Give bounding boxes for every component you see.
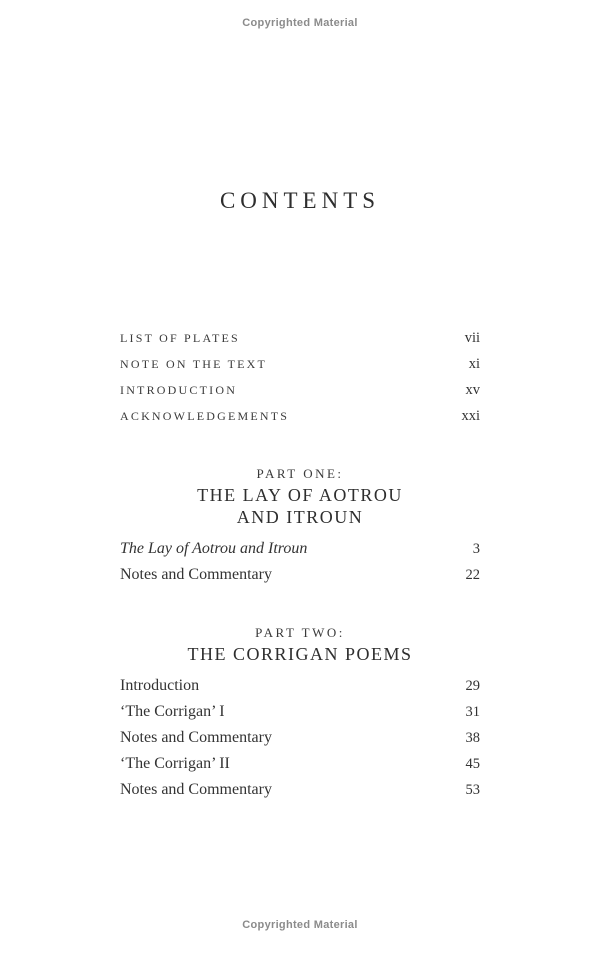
toc-entry-page-number: xv <box>465 382 480 398</box>
part-kicker: PART TWO: <box>255 625 345 640</box>
toc-entry-page-number: 3 <box>472 541 480 557</box>
part-section <box>0 623 600 807</box>
part-entries <box>120 540 480 592</box>
toc-entry-label: ‘The Corrigan’ I <box>120 703 225 720</box>
front-matter-row <box>120 408 480 434</box>
part-title-line: THE CORRIGAN POEMS <box>187 644 413 664</box>
part-title-line: AND ITROUN <box>236 507 364 527</box>
toc-entry-page-number: 31 <box>465 704 480 720</box>
toc-entry-label: INTRODUCTION <box>120 383 238 397</box>
toc-row <box>120 755 480 781</box>
copyright-notice-bottom: Copyrighted Material <box>242 919 358 931</box>
toc-entry-label: NOTE ON THE TEXT <box>120 357 268 371</box>
toc-entry-page-number: 53 <box>465 782 480 798</box>
toc-entry-page-number: 22 <box>465 567 480 583</box>
toc-row <box>120 729 480 755</box>
front-matter-list <box>120 330 480 434</box>
toc-entry-page-number: vii <box>464 330 480 346</box>
toc-entry-page-number: 45 <box>465 756 480 772</box>
toc-entry-page-number: xxi <box>461 408 480 424</box>
part-kicker: PART ONE: <box>256 466 344 481</box>
toc-row <box>120 703 480 729</box>
toc-entry-label: Notes and Commentary <box>120 781 272 798</box>
part-title <box>0 484 600 528</box>
part-title-line: THE LAY OF AOTROU <box>197 485 403 505</box>
front-matter-row <box>120 330 480 356</box>
toc-entry-label: The Lay of Aotrou and Itroun <box>120 540 308 557</box>
toc-row <box>120 781 480 807</box>
toc-row <box>120 677 480 703</box>
toc-entry-label: Notes and Commentary <box>120 729 272 746</box>
part-entries <box>120 677 480 807</box>
part-title <box>0 643 600 665</box>
toc-entry-label: ACKNOWLEDGEMENTS <box>120 409 290 423</box>
front-matter-row <box>120 356 480 382</box>
part-section <box>0 464 600 592</box>
page-title: CONTENTS <box>219 188 381 213</box>
front-matter-row <box>120 382 480 408</box>
toc-entry-label: ‘The Corrigan’ II <box>120 755 230 772</box>
toc-entry-page-number: 38 <box>465 730 480 746</box>
toc-entry-label: Introduction <box>120 677 200 694</box>
copyright-notice-top: Copyrighted Material <box>242 17 358 29</box>
toc-entry-label: Notes and Commentary <box>120 566 272 583</box>
toc-entry-page-number: xi <box>468 356 480 372</box>
toc-entry-page-number: 29 <box>465 678 480 694</box>
toc-row <box>120 566 480 592</box>
toc-row <box>120 540 480 566</box>
toc-entry-label: LIST OF PLATES <box>120 331 240 345</box>
